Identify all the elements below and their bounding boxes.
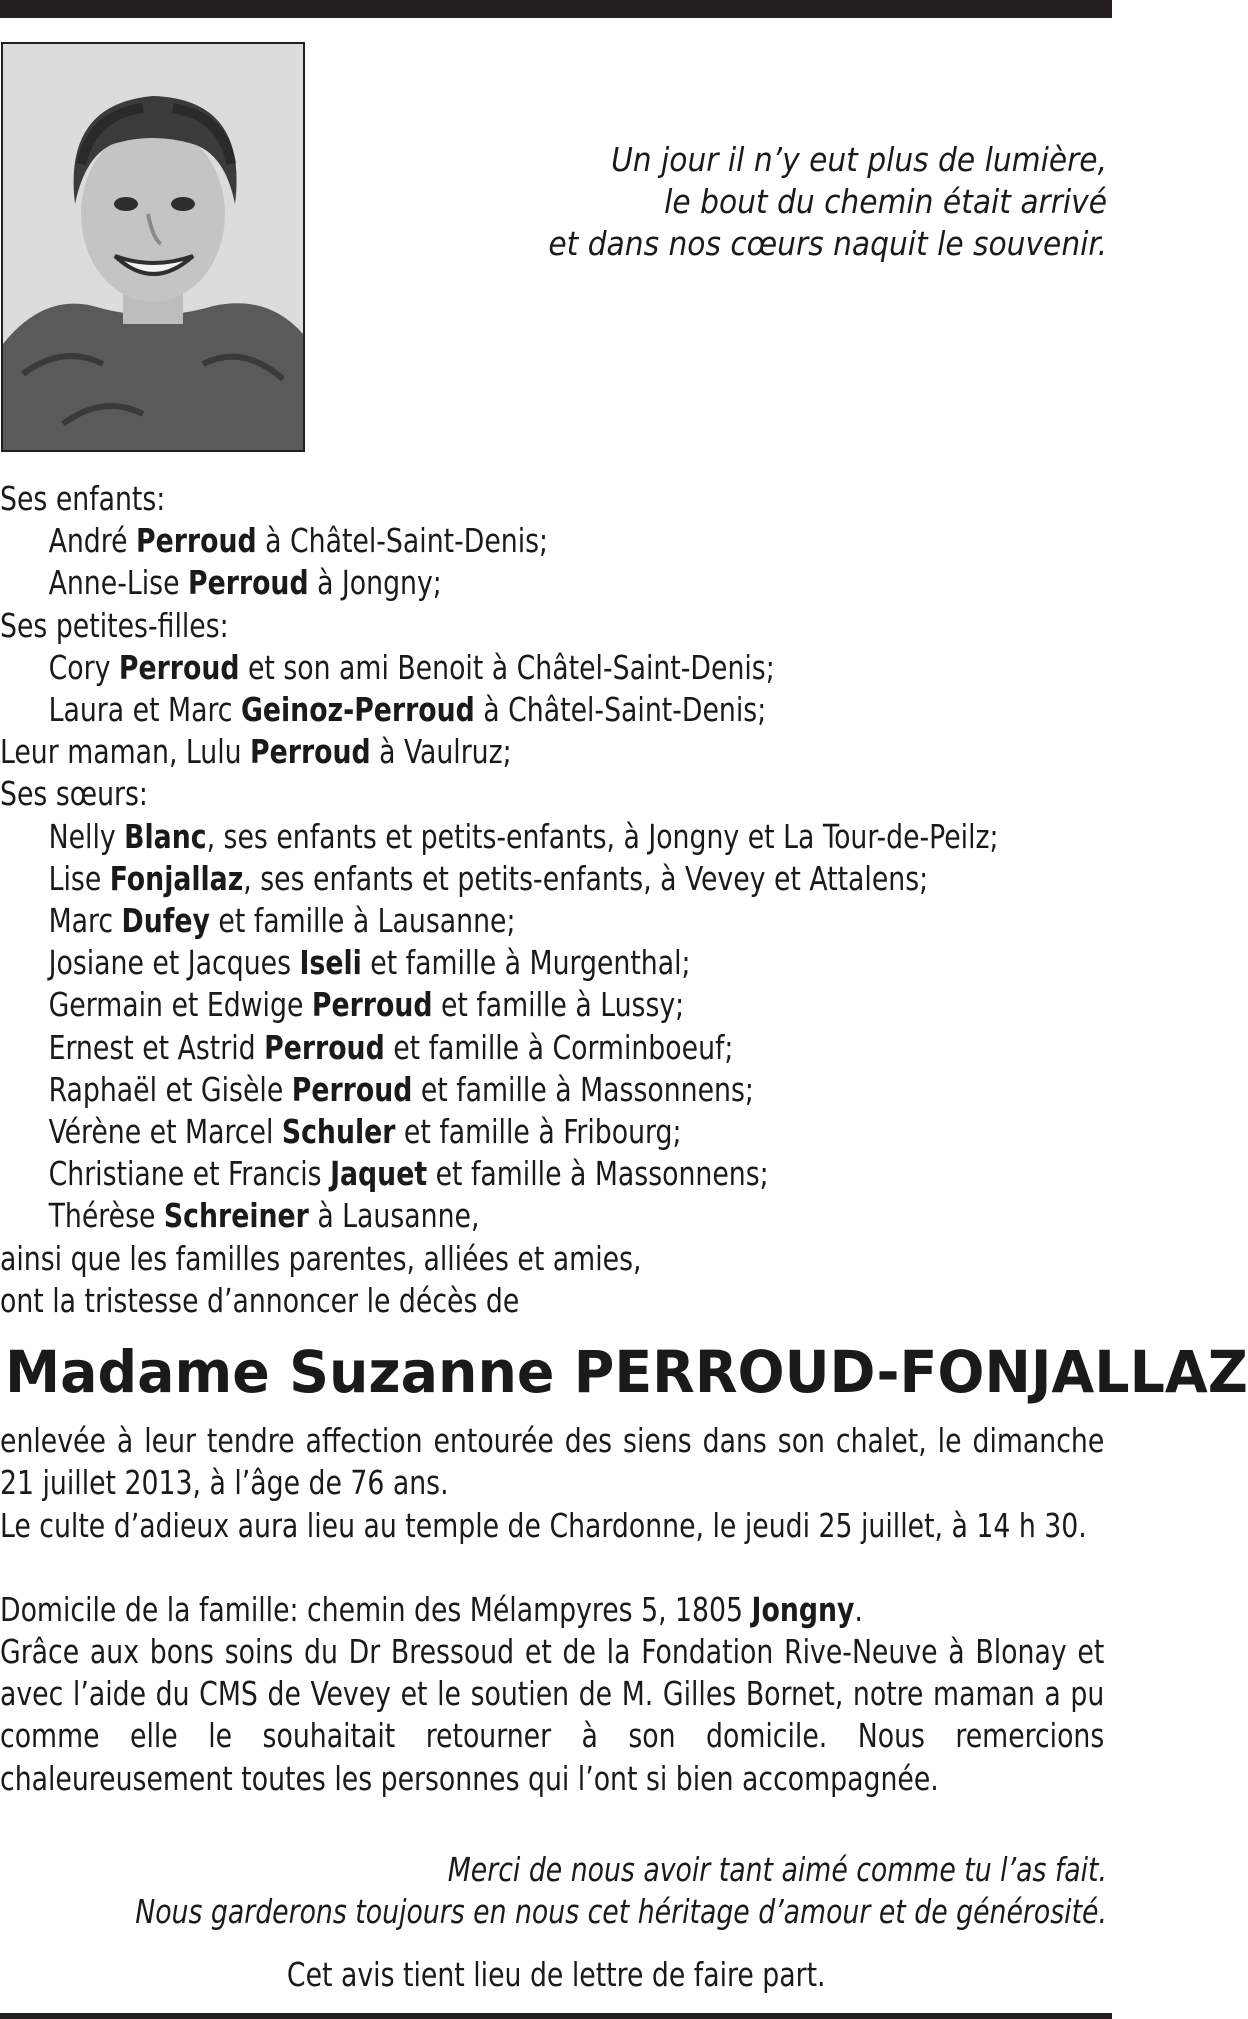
- poem-line: et dans nos cœurs naquit le souvenir.: [548, 224, 1107, 263]
- closing-line: Merci de nous avoir tant aimé comme tu l’as fait.: [447, 1850, 1107, 1889]
- given-names: Anne-Lise: [48, 563, 189, 603]
- family-member: [0, 1069, 1001, 1111]
- surname: Blanc: [124, 816, 207, 856]
- family-member: [0, 1195, 1001, 1237]
- location: et famille à Massonnens;: [427, 1154, 769, 1194]
- surname: Schuler: [281, 1112, 396, 1152]
- family-member: [0, 689, 1001, 731]
- notice-text: Cet avis tient lieu de lettre de faire part.: [286, 1955, 826, 1994]
- given-names: Lise: [48, 858, 110, 898]
- location: à Lausanne,: [308, 1196, 480, 1236]
- top-rule: [0, 0, 1112, 18]
- given-names: Germain et Edwige: [48, 985, 312, 1025]
- portrait-photo: [1, 42, 305, 452]
- domicile-end: .: [854, 1590, 863, 1629]
- family-member: [0, 1027, 1001, 1069]
- given-names: Laura et Marc: [48, 690, 241, 730]
- family-member: [0, 816, 1001, 858]
- poem: [407, 139, 1107, 265]
- location: et son ami Benoit à Châtel-Saint-Denis;: [239, 647, 775, 687]
- children-label: Ses enfants:: [0, 479, 166, 518]
- paragraph-ceremony: Le culte d’adieux aura lieu au temple de Chardonne, le jeudi 25 juillet, à 14 h 30.: [0, 1506, 1087, 1545]
- location: et famille à Lussy;: [432, 985, 685, 1025]
- family-member: [0, 562, 1001, 604]
- location: à Châtel-Saint-Denis;: [256, 521, 549, 561]
- given-names: Ernest et Astrid: [48, 1027, 265, 1067]
- surname: Perroud: [136, 521, 257, 561]
- given-names: Thérèse: [48, 1196, 164, 1236]
- family-member: [0, 900, 1001, 942]
- given-names: Raphaël et Gisèle: [48, 1069, 292, 1109]
- family-member: [0, 984, 1001, 1026]
- given-names: Christiane et Francis: [48, 1154, 331, 1194]
- notice: [0, 1954, 1112, 1996]
- surname: Perroud: [291, 1069, 413, 1109]
- domicile-text: Domicile de la famille: chemin des Mélampyres 5, 1805: [0, 1590, 752, 1629]
- announce-line: ont la tristesse d’annoncer le décès de: [0, 1280, 520, 1320]
- family-member: [0, 942, 1001, 984]
- family-list: [0, 478, 1001, 1322]
- given-names: Josiane et Jacques: [48, 943, 300, 983]
- family-member: [0, 1111, 1001, 1153]
- poem-line: le bout du chemin était arrivé: [664, 182, 1107, 221]
- surname: Schreiner: [163, 1196, 309, 1236]
- surname: Perroud: [311, 985, 433, 1025]
- location: et famille à Massonnens;: [412, 1069, 754, 1109]
- poem-line: Un jour il n’y eut plus de lumière,: [611, 140, 1107, 179]
- family-member: [0, 858, 1001, 900]
- location: , ses enfants et petits-enfants, à Jongny et La Tour-de-Peilz;: [206, 816, 999, 856]
- surname: Fonjallaz: [109, 858, 244, 898]
- location: et famille à Lausanne;: [209, 901, 516, 941]
- family-member: [0, 647, 1001, 689]
- given-names: Cory: [48, 647, 119, 687]
- closing-verse: [0, 1849, 1107, 1933]
- family-member: [0, 1153, 1001, 1195]
- closing-line: Nous garderons toujours en nous cet héritage d’amour et de générosité.: [135, 1892, 1107, 1932]
- deceased-name: Madame Suzanne PERROUD-FONJALLAZ: [5, 1338, 1248, 1406]
- given-names: Vérène et Marcel: [48, 1112, 282, 1152]
- location: à Châtel-Saint-Denis;: [474, 690, 767, 730]
- location: à Vaulruz;: [370, 732, 512, 772]
- surname: Iseli: [299, 943, 362, 983]
- surname: Jaquet: [330, 1154, 428, 1194]
- location: et famille à Murgenthal;: [361, 943, 691, 983]
- sisters-label: Ses sœurs:: [0, 774, 148, 814]
- bottom-rule: [0, 2013, 1112, 2019]
- location: , ses enfants et petits-enfants, à Vevey et Attalens;: [243, 858, 929, 898]
- domicile-town: Jongny: [751, 1590, 855, 1629]
- granddaughters-label: Ses petites-filles:: [0, 605, 229, 645]
- paragraph-passing: enlevée à leur tendre affection entourée des siens dans son chalet, le dimanche 21 juillet 2013, à l’âge de 76 ans.: [0, 1421, 1105, 1503]
- mother-line: [0, 731, 1001, 773]
- location: et famille à Fribourg;: [395, 1112, 682, 1152]
- given-names: Nelly: [48, 816, 125, 856]
- given-names: Marc: [48, 901, 122, 941]
- location: à Jongny;: [308, 563, 442, 603]
- surname: Perroud: [118, 647, 240, 687]
- family-member: [0, 520, 1001, 562]
- surname: Perroud: [188, 563, 309, 603]
- paragraph-domicile: [0, 1589, 1104, 1631]
- surname: Geinoz-Perroud: [240, 690, 475, 730]
- surname: Dufey: [121, 901, 210, 941]
- portrait-image: [3, 44, 303, 450]
- location: et famille à Corminboeuf;: [384, 1027, 734, 1067]
- surname: Perroud: [250, 732, 371, 772]
- relatives-line: ainsi que les familles parentes, alliées et amies,: [0, 1238, 642, 1278]
- given-names: André: [48, 521, 137, 561]
- given-names: Leur maman, Lulu: [0, 732, 251, 772]
- paragraph-thanks: Grâce aux bons soins du Dr Bressoud et de la Fondation Rive-Neuve à Blonay et avec l’aide du CMS de Vevey et le soutien de M. Gilles Bornet, notre maman a pu comme elle le souhaitait retourner à son domicile. Nous remercions chaleureusement toutes les personnes qui l’ont si bien accompagnée.: [0, 1632, 1105, 1798]
- surname: Perroud: [264, 1027, 385, 1067]
